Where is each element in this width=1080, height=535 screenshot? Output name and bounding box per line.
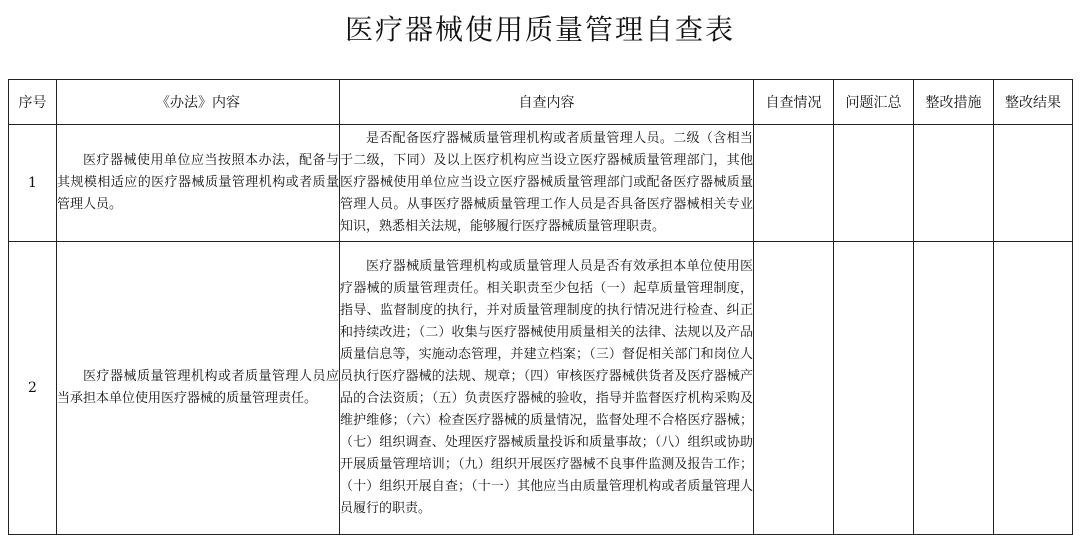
row-issues-cell[interactable] bbox=[834, 125, 914, 242]
row-result-cell[interactable] bbox=[994, 125, 1073, 242]
header-measure: 《办法》内容 bbox=[57, 80, 340, 125]
row-issues-cell[interactable] bbox=[834, 242, 914, 535]
row-check: 医疗器械质量管理机构或质量管理人员是否有效承担本单位使用医疗器械的质量管理责任。相关职责至少包括（一）起草质量管理制度，指导、监督制度的执行，并对质量管理制度的执行情况进行检查、纠正和持续改进；（二）收集与医疗器械使用质量相关的法律、法规以及产品质量信息等，实施动态管理，并建立档案；（三）督促相关部门和岗位人员执行医疗器械的法规、规章；（四）审核医疗器械供货者及医疗器械产品的合法资质；（五）负责医疗器械的验收，指导并监督医疗机构采购及维护维修；（六）检查医疗器械的质量情况，监督处理不合格医疗器械；（七）组织调查、处理医疗器械质量投诉和质量事故；（八）组织或协助开展质量管理培训；（九）组织开展医疗器械不良事件监测及报告工作；（十）组织开展自查；（十一）其他应当由质量管理机构或者质量管理人员履行的职责。 bbox=[340, 242, 754, 535]
header-status: 自查情况 bbox=[754, 80, 834, 125]
header-issues: 问题汇总 bbox=[834, 80, 914, 125]
row-measure: 医疗器械质量管理机构或者质量管理人员应当承担本单位使用医疗器械的质量管理责任。 bbox=[57, 242, 340, 535]
header-result: 整改结果 bbox=[994, 80, 1073, 125]
header-seq: 序号 bbox=[9, 80, 57, 125]
row-seq: 1 bbox=[9, 125, 57, 242]
row-measure: 医疗器械使用单位应当按照本办法，配备与其规模相适应的医疗器械质量管理机构或者质量管理人员。 bbox=[57, 125, 340, 242]
header-row bbox=[9, 80, 1073, 125]
row-check: 是否配备医疗器械质量管理机构或者质量管理人员。二级（含相当于二级，下同）及以上医疗机构应当设立医疗器械质量管理部门，其他医疗器械使用单位应当设立医疗器械质量管理部门或配备医疗器械质量管理人员。从事医疗器械质量管理工作人员是否具备医疗器械相关专业知识，熟悉相关法规，能够履行医疗器械质量管理职责。 bbox=[340, 125, 754, 242]
row-status-cell[interactable] bbox=[754, 125, 834, 242]
table-row bbox=[9, 242, 1073, 535]
header-measures-fix: 整改措施 bbox=[914, 80, 994, 125]
self-check-table bbox=[8, 79, 1073, 535]
table-row bbox=[9, 125, 1073, 242]
row-seq: 2 bbox=[9, 242, 57, 535]
row-measures-fix-cell[interactable] bbox=[914, 242, 994, 535]
page-title: 医疗器械使用质量管理自查表 bbox=[344, 13, 735, 46]
row-result-cell[interactable] bbox=[994, 242, 1073, 535]
row-measures-fix-cell[interactable] bbox=[914, 125, 994, 242]
row-status-cell[interactable] bbox=[754, 242, 834, 535]
header-check: 自查内容 bbox=[340, 80, 754, 125]
